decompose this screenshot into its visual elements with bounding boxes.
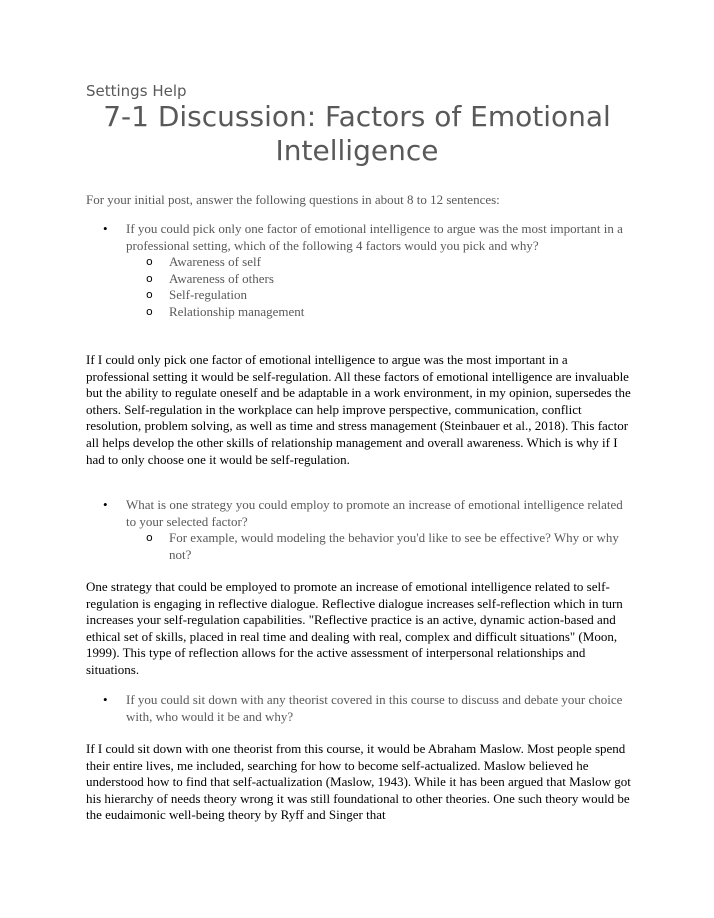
question-text: If you could pick only one factor of emotional intelligence to argue was the most important in a professional setting, which of the following 4 factors would you pick and why?	[126, 221, 623, 253]
question-item	[86, 692, 634, 725]
option-item	[126, 254, 634, 271]
question-text: What is one strategy you could employ to promote an increase of emotional intelligence related to your selected factor?	[126, 497, 623, 529]
option-item	[126, 530, 634, 563]
question-text: If you could sit down with any theorist covered in this course to discuss and debate your choice with, who would it be and why?	[126, 692, 623, 724]
option-list	[126, 530, 634, 563]
help-menu[interactable]: Help	[152, 82, 187, 100]
option-item	[126, 271, 634, 288]
instructions-text: For your initial post, answer the following questions in about 8 to 12 sentences:	[86, 192, 500, 207]
bullet-icon: •	[103, 692, 108, 707]
question-item	[86, 497, 634, 563]
circle-bullet-icon: o	[146, 531, 153, 545]
answer-paragraph-1: If I could only pick one factor of emotional intelligence to argue was the most important in a professional setting it would be self-regulation. All these factors of emotional intelligence are invaluable but the ability to regulate oneself and be adaptable in a work environment, in my opinion, supersedes the others. Self-regulation in the workplace can help improve perspective, communication, conflict resolution, problem solving, as well as time and stress management (Steinbauer et al., 2018). This factor all helps develop the other skills of relationship management and overall awareness. Which is why if I had to only choose one it would be self-regulation.	[86, 352, 631, 467]
question-list-3	[86, 692, 634, 725]
option-item	[126, 304, 634, 321]
page-title: 7-1 Discussion: Factors of Emotional Intelligence	[103, 100, 611, 167]
question-list-2	[86, 497, 634, 563]
option-item	[126, 287, 634, 304]
bullet-icon: •	[103, 221, 108, 236]
answer-paragraph-3: If I could sit down with one theorist from this course, it would be Abraham Maslow. Most people spend their entire lives, me included, searching for how to become self-actualized. Maslow believed he understood how to find that self-actualization (Maslow, 1943). While it has been argued that Maslow got his hierarchy of needs theory wrong it was still foundational to other theories. One such theory would be the eudaimonic well-being theory by Ryff and Singer that	[86, 741, 631, 823]
circle-bullet-icon: o	[146, 255, 153, 269]
settings-menu[interactable]: Settings	[86, 82, 148, 100]
question-list-1	[86, 221, 634, 321]
question-item	[86, 221, 634, 321]
bullet-icon: •	[103, 497, 108, 512]
menu-bar	[86, 82, 187, 100]
circle-bullet-icon: o	[146, 288, 153, 302]
option-text: Relationship management	[169, 303, 305, 319]
option-list	[126, 254, 634, 320]
answer-paragraph-2: One strategy that could be employed to promote an increase of emotional intelligence related to self-regulation is engaging in reflective dialogue. Reflective dialogue increases self-reflection which in turn increases your self-regulation capabilities. "Reflective practice is an active, dynamic action-based and ethical set of skills, placed in real time and dealing with real, complex and difficult situations" (Moon, 1999). This type of reflection allows for the active assessment of interpersonal relationships and situations.	[86, 579, 623, 677]
option-text: Awareness of others	[169, 270, 274, 286]
circle-bullet-icon: o	[146, 271, 153, 285]
option-text: Awareness of self	[169, 254, 261, 270]
circle-bullet-icon: o	[146, 304, 153, 318]
option-text: Self-regulation	[169, 287, 247, 303]
option-text: For example, would modeling the behavior you'd like to see be effective? Why or why not?	[169, 530, 619, 562]
